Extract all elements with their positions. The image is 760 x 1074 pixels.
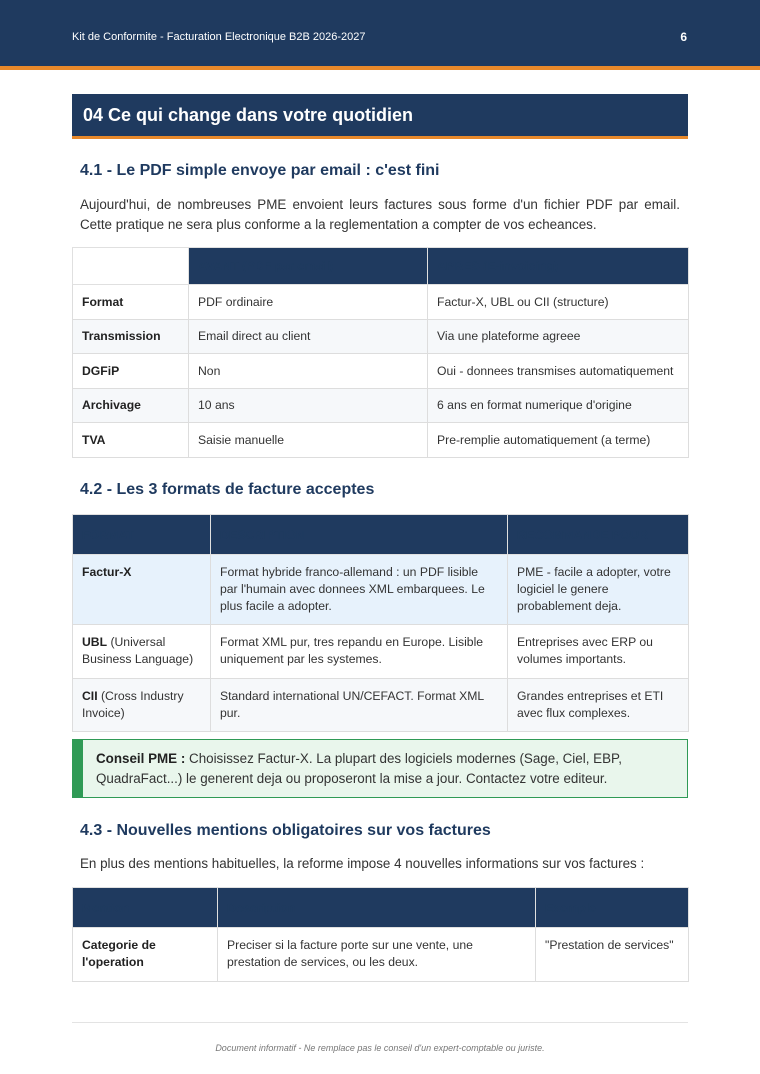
format-name-cell xyxy=(73,555,211,625)
cell-before: PDF ordinaire xyxy=(189,285,428,320)
comparison-header-row xyxy=(73,248,689,285)
table-row xyxy=(73,423,689,458)
format-description: Format XML pur, tres repandu en Europe. Lisible uniquement par les systemes. xyxy=(211,625,508,679)
row-label: DGFiP xyxy=(73,354,189,389)
format-recommended: Grandes entreprises et ETI avec flux complexes. xyxy=(508,679,689,732)
cell-after: Oui - donnees transmises automatiquement xyxy=(428,354,689,389)
header-accent-stripe xyxy=(0,66,760,70)
cell-after: Via une plateforme agreee xyxy=(428,320,689,354)
mentions-header-row xyxy=(73,888,689,928)
mentions-header-example: Exemple xyxy=(536,888,689,928)
mentions-header-description: Description xyxy=(218,888,536,928)
mention-example: "Prestation de services" xyxy=(536,928,689,982)
table-row xyxy=(73,285,689,320)
table-row xyxy=(73,928,689,982)
comparison-header-after: APRES (E-invoicing) xyxy=(428,248,689,285)
mention-description: Preciser si la facture porte sur une vente, une prestation de services, ou les deux. xyxy=(218,928,536,982)
formats-header-row xyxy=(73,515,689,555)
cell-before: Saisie manuelle xyxy=(189,423,428,458)
format-name: CII xyxy=(82,689,98,703)
intro-4-3: En plus des mentions habituelles, la reforme impose 4 nouvelles informations sur vos factures : xyxy=(80,856,645,871)
tip-text: Choisissez Factur-X. La plupart des logiciels modernes (Sage, Ciel, EBP, QuadraFact...) le generent deja ou proposeront la mise a jour. Contactez votre editeur. xyxy=(96,751,622,786)
format-description: Standard international UN/CEFACT. Format XML pur. xyxy=(211,679,508,732)
table-row xyxy=(73,389,689,423)
format-recommended: Entreprises avec ERP ou volumes importants. xyxy=(508,625,689,679)
cell-after: 6 ans en format numerique d'origine xyxy=(428,389,689,423)
table-row xyxy=(73,320,689,354)
row-label: Transmission xyxy=(73,320,189,354)
format-name: Factur-X xyxy=(82,565,132,579)
section-title: 04 Ce qui change dans votre quotidien xyxy=(83,105,414,125)
format-recommended: PME - facile a adopter, votre logiciel le genere probablement deja. xyxy=(508,555,689,625)
cell-after: Factur-X, UBL ou CII (structure) xyxy=(428,285,689,320)
format-name-suffix: (Cross Industry Invoice) xyxy=(82,689,184,720)
format-name-suffix: (Universal Business Language) xyxy=(82,635,194,666)
format-name-cell xyxy=(73,679,211,732)
heading-4-1: 4.1 - Le PDF simple envoye par email : c'est fini xyxy=(80,162,440,179)
row-label: Archivage xyxy=(73,389,189,423)
table-row xyxy=(73,555,689,625)
cell-before: Email direct au client xyxy=(189,320,428,354)
footer-disclaimer: Document informatif - Ne remplace pas le conseil d'un expert-comptable ou juriste. xyxy=(215,1043,545,1053)
page-number: 6 xyxy=(680,30,687,44)
comparison-header-empty xyxy=(73,248,189,285)
intro-4-1: Aujourd'hui, de nombreuses PME envoient leurs factures sous forme d'un fichier PDF par email. Cette pratique ne sera plus conforme a la reglementation a compter de vos echeances. xyxy=(80,197,680,232)
cell-before: 10 ans xyxy=(189,389,428,423)
format-name-cell xyxy=(73,625,211,679)
comparison-table xyxy=(72,247,689,458)
footer-divider xyxy=(72,1022,688,1023)
table-row xyxy=(73,354,689,389)
section-banner xyxy=(72,94,688,139)
format-description: Format hybride franco-allemand : un PDF lisible par l'humain avec donnees XML embarquees. Le plus facile a adopter. xyxy=(211,555,508,625)
comparison-header-before: AVANT (PDF par email) xyxy=(189,248,428,285)
format-name: UBL xyxy=(82,635,108,649)
heading-4-2: 4.2 - Les 3 formats de facture acceptes xyxy=(80,481,375,498)
row-label: Format xyxy=(73,285,189,320)
mention-name: Categorie de l'operation xyxy=(73,928,218,982)
formats-header-recommended: RECOMMANDE POUR xyxy=(508,515,689,555)
cell-before: Non xyxy=(189,354,428,389)
mentions-header-mention: Mention xyxy=(73,888,218,928)
document-title: Kit de Conformite - Facturation Electronique B2B 2026-2027 xyxy=(72,31,366,43)
table-row xyxy=(73,625,689,679)
cell-after: Pre-remplie automatiquement (a terme) xyxy=(428,423,689,458)
tip-label: Conseil PME : xyxy=(96,751,186,766)
row-label: TVA xyxy=(73,423,189,458)
heading-4-3: 4.3 - Nouvelles mentions obligatoires sur vos factures xyxy=(80,822,491,839)
formats-header-description: DESCRIPTION xyxy=(211,515,508,555)
tip-callout xyxy=(72,739,688,798)
formats-table xyxy=(72,514,689,732)
mentions-table xyxy=(72,887,689,982)
formats-header-format: FORMAT xyxy=(73,515,211,555)
table-row xyxy=(73,679,689,732)
